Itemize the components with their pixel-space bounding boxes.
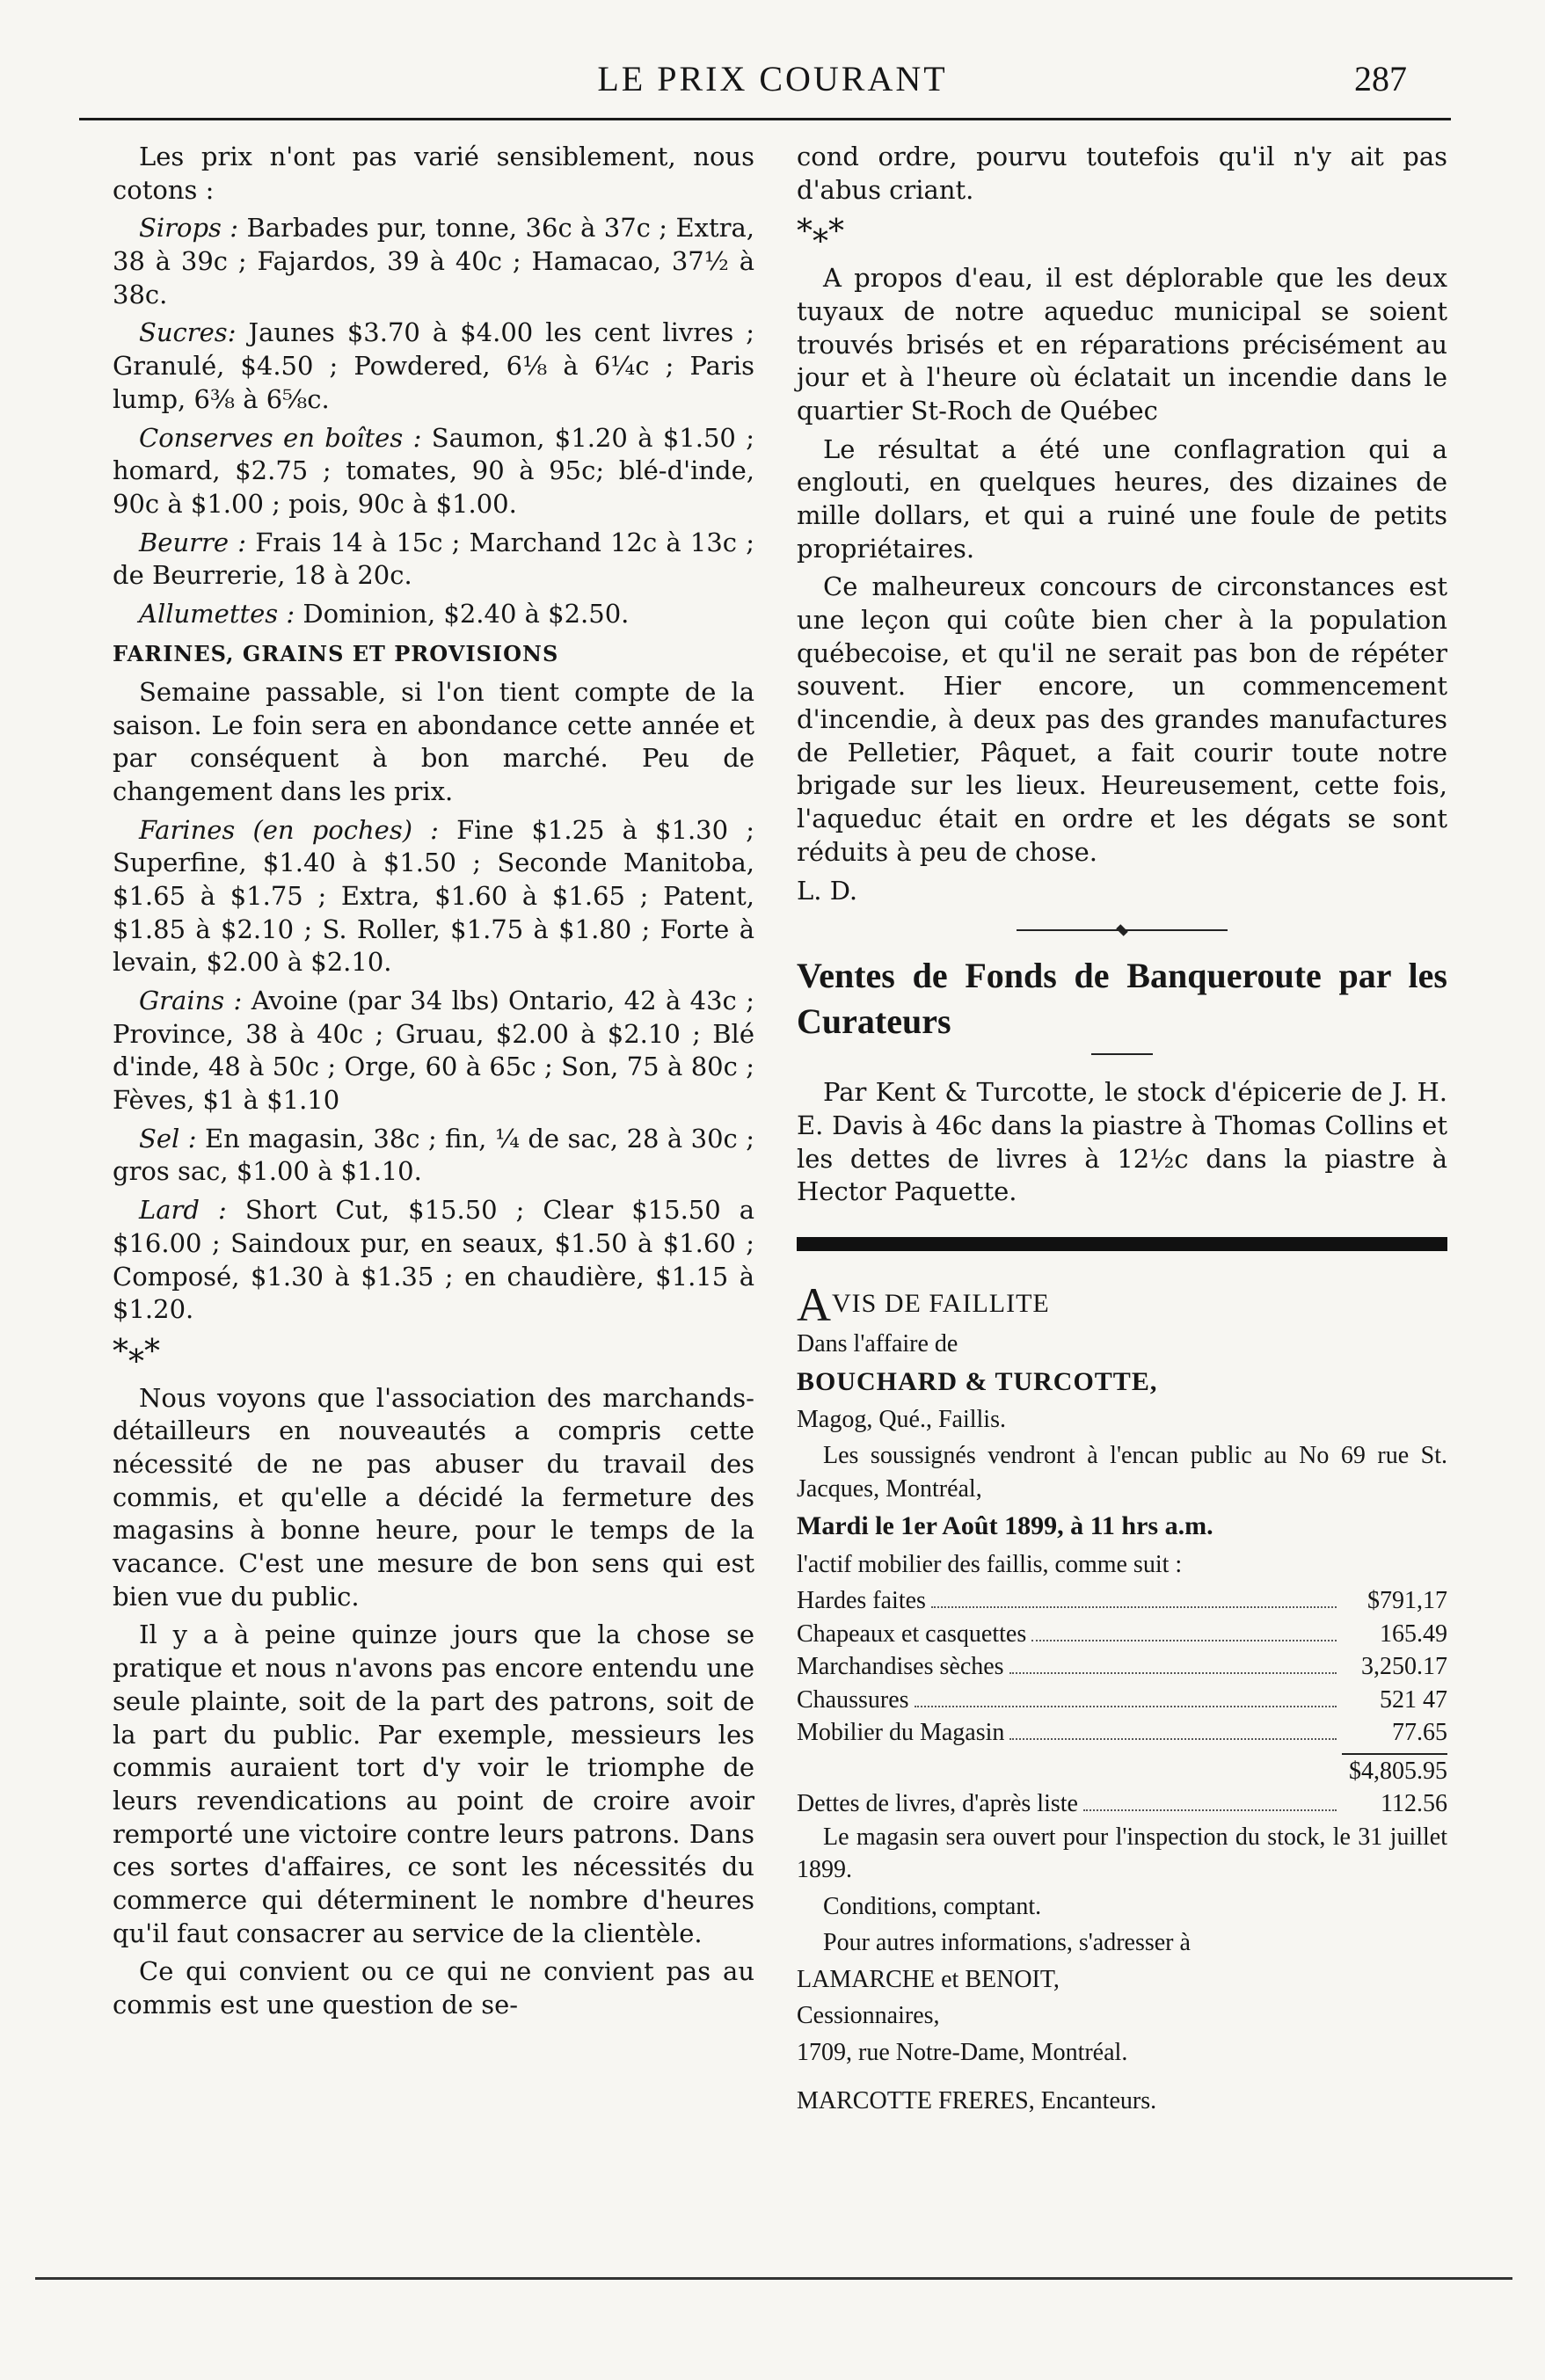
notice-case-line: Dans l'affaire de [797, 1330, 958, 1358]
auctioneers-line: MARCOTTE FRERES, Encanteurs. [797, 2087, 1157, 2115]
notice-title [797, 1277, 1447, 1331]
asset-value: 165.49 [1380, 1619, 1447, 1648]
editorial-continuation: cond ordre, pourvu toutefois qu'il n'y ait pas d'abus criant. [797, 142, 1447, 205]
asset-total: $4,805.95 [1349, 1757, 1447, 1785]
asset-total-row [797, 1755, 1447, 1788]
entry-text: Avoine (par 34 lbs) Ontario, 42 à 43c ; Province, 38 à 40c ; Gruau, $2.00 à $2.10 ; Blé d'inde, 48 à 50c ; Orge, 60 à 65c ; Son, 75 à 80c ; Fèves, $1 à $1.10 [113, 986, 754, 1116]
price-entry-allumettes [113, 598, 754, 631]
debts-row [797, 1787, 1447, 1821]
price-entry-conserves [113, 422, 754, 521]
asset-intro: l'actif mobilier des faillis, comme suit : [797, 1550, 1183, 1578]
ornamental-divider [1017, 925, 1228, 935]
auction-intro: Les soussignés vendront à l'encan public au No 69 rue St. Jacques, Montréal, [797, 1442, 1447, 1503]
trustee-address: 1709, rue Notre-Dame, Montréal. [797, 2038, 1128, 2066]
entry-label: Sirops : [139, 213, 239, 244]
asset-row [797, 1650, 1447, 1684]
page-header [0, 58, 1545, 111]
entry-text: Saumon, $1.20 à $1.50 ; homard, $2.75 ; tomates, 90 à 95c; blé-d'inde, 90c à $1.00 ; pois, 90c à $1.00. [113, 422, 755, 519]
section-separator-stars: *⁎* [113, 1333, 160, 1370]
auction-date: Mardi le 1er Août 1899, à 11 hrs a.m. [797, 1511, 1213, 1541]
price-entry-sirops [113, 212, 754, 311]
price-entry-lard [113, 1194, 754, 1327]
editorial-paragraph: Ce malheureux concours de circonstances est une leçon qui coûte bien cher à la population québecoise, et qu'il ne serait pas bon de répéter souvent. Hier encore, un commencement d'incendie, à deux pas des grandes manufactures de Pelletier, Pâquet, a fait courir toute notre brigade sur les lieux. Heureusement, cette fois, l'aqueduc était en ordre et les dégats se sont réduits à peu de chose. [797, 571, 1447, 867]
page-number: 287 [1354, 59, 1407, 98]
entry-label: Sel : [139, 1123, 197, 1154]
ventes-paragraph: Par Kent & Turcotte, le stock d'épicerie de J. H. E. Davis à 46c dans la piastre à Thomas Collins et les dettes de livres à 12½c dans la piastre à Hector Paquette. [797, 1077, 1447, 1207]
price-entry-farines [113, 814, 754, 979]
ventes-heading: Ventes de Fonds de Banqueroute par les Curateurs [797, 956, 1447, 1042]
leader-dots [1009, 1738, 1337, 1740]
asset-label: Chapeaux et casquettes [797, 1619, 1027, 1648]
entry-label: Lard : [139, 1195, 227, 1226]
leader-dots [931, 1606, 1337, 1608]
left-column [113, 141, 754, 2027]
entry-text: Frais 14 à 15c ; Marchand 12c à 13c ; de Beurrerie, 18 à 20c. [113, 527, 754, 591]
asset-label: Marchandises sèches [797, 1653, 1004, 1681]
price-entry-beurre [113, 527, 754, 593]
editorial-paragraph: Le résultat a été une conflagration qui a englouti, en quelques heures, des dizaines de mille dollars, et qui a ruiné une foule de petits propriétaires. [797, 433, 1447, 564]
trustee-role: Cessionnaires, [797, 2002, 940, 2030]
debts-value: 112.56 [1381, 1790, 1447, 1818]
bankruptcy-notice [797, 1277, 1447, 2118]
asset-row [797, 1716, 1447, 1750]
footer-rule [35, 2277, 1512, 2280]
asset-value: 77.65 [1392, 1719, 1447, 1747]
entry-label: Sucres: [139, 317, 237, 348]
inspection-line: Le magasin sera ouvert pour l'inspection du stock, le 31 juillet 1899. [797, 1823, 1447, 1884]
editorial-paragraph: Ce qui convient ou ce qui ne convient pas au commis est une question de se- [113, 1956, 754, 2020]
market-paragraph: Semaine passable, si l'on tient compte de la saison. Le foin sera en abondance cette année et par conséquent à bon marché. Peu de changement dans les prix. [113, 676, 754, 806]
editorial-paragraph: Nous voyons que l'association des marchands-détailleurs en nouveautés a compris cette nécessité de ne pas abuser du travail des commis, et qu'elle a décidé la fermeture des magasins à bonne heure, pour le temps de la vacance. C'est une mesure de bon sens qui est bien vue du public. [113, 1382, 754, 1612]
asset-label: Hardes faites [797, 1587, 926, 1615]
leader-dots [915, 1706, 1337, 1707]
info-line: Pour autres informations, s'adresser à [823, 1929, 1191, 1957]
intro-paragraph: Les prix n'ont pas varié sensiblement, nous cotons : [113, 142, 754, 205]
entry-label: Conserves en boîtes : [139, 422, 422, 453]
right-column [797, 141, 1447, 2122]
author-signature: L. D. [797, 875, 858, 906]
section-heading: FARINES, GRAINS ET PROVISIONS [113, 640, 559, 666]
notice-divider-bar [797, 1237, 1447, 1251]
leader-dots [1031, 1640, 1337, 1641]
price-entry-grains [113, 985, 754, 1117]
trustee-firm: LAMARCHE et BENOIT, [797, 1965, 1060, 1993]
asset-row [797, 1684, 1447, 1717]
asset-label: Chaussures [797, 1685, 909, 1714]
asset-row [797, 1584, 1447, 1618]
price-entry-sucres [113, 317, 754, 416]
editorial-paragraph: Il y a à peine quinze jours que la chose se pratique et nous n'avons pas encore entendu une seule plainte, soit de la part des patrons, soit de la part du public. Par exemple, messieurs les commis auraient tort d'y voir le triomphe de leurs revendications au point de croire avoir remporté une victoire contre leurs patrons. Dans ces sortes d'affaires, ce sont les nécessités du commerce qui déterminent le nombre d'heures qu'il faut consacrer au service de la clientèle. [113, 1619, 754, 1948]
notice-title-initial: A [797, 1277, 832, 1331]
asset-label: Mobilier du Magasin [797, 1719, 1005, 1747]
entry-label: Grains : [139, 986, 243, 1015]
entry-label: Farines (en poches) : [139, 814, 439, 845]
entry-text: Short Cut, $15.50 ; Clear $15.50 a $16.00 ; Saindoux pur, en seaux, $1.50 à $1.60 ; Composé, $1.30 à $1.35 ; en chaudière, $1.15 à $1.20. [113, 1195, 755, 1325]
entry-text: Dominion, $2.40 à $2.50. [302, 598, 630, 629]
entry-text: Barbades pur, tonne, 36c à 37c ; Extra, 38 à 39c ; Fajardos, 39 à 40c ; Hamacao, 37½ à 38c. [113, 213, 754, 309]
publication-title: LE PRIX COURANT [597, 59, 948, 98]
notice-title-rest: VIS DE FAILLITE [832, 1288, 1050, 1318]
entry-text: En magasin, 38c ; fin, ¼ de sac, 28 à 30c ; gros sac, $1.00 à $1.10. [113, 1123, 754, 1187]
short-divider [1091, 1053, 1153, 1055]
debtor-location: Magog, Qué., Faillis. [797, 1405, 1006, 1433]
asset-value: 521 47 [1380, 1685, 1447, 1714]
section-separator-stars: *⁎* [797, 214, 844, 251]
header-rule [79, 118, 1451, 120]
asset-list [797, 1584, 1447, 1821]
entry-label: Allumettes : [139, 598, 295, 629]
conditions-line: Conditions, comptant. [823, 1892, 1042, 1920]
leader-dots [1083, 1809, 1337, 1811]
asset-value: $791,17 [1367, 1587, 1447, 1615]
asset-row [797, 1618, 1447, 1651]
price-entry-sel [113, 1123, 754, 1189]
editorial-paragraph: A propos d'eau, il est déplorable que les deux tuyaux de notre aqueduc municipal se soient trouvés brisés et en réparations précisément au jour et à l'heure où éclatait un incendie dans le quartier St-Roch de Québec [797, 263, 1447, 426]
debtor-name: BOUCHARD & TURCOTTE, [797, 1366, 1158, 1396]
asset-value: 3,250.17 [1361, 1653, 1447, 1681]
entry-label: Beurre : [139, 527, 246, 557]
entry-text: Jaunes $3.70 à $4.00 les cent livres ; Granulé, $4.50 ; Powdered, 6⅛ à 6¼c ; Paris lump, 6⅜ à 6⅝c. [113, 317, 754, 414]
entry-text: Fine $1.25 à $1.30 ; Superfine, $1.40 à $1.50 ; Seconde Manitoba, $1.65 à $1.75 ; Extra, $1.60 à $1.65 ; Patent, $1.85 à $2.10 ; S. Roller, $1.75 à $1.80 ; Forte à levain, $2.00 à $2.10. [113, 814, 754, 978]
debts-label: Dettes de livres, d'après liste [797, 1790, 1078, 1818]
leader-dots [1009, 1672, 1337, 1674]
